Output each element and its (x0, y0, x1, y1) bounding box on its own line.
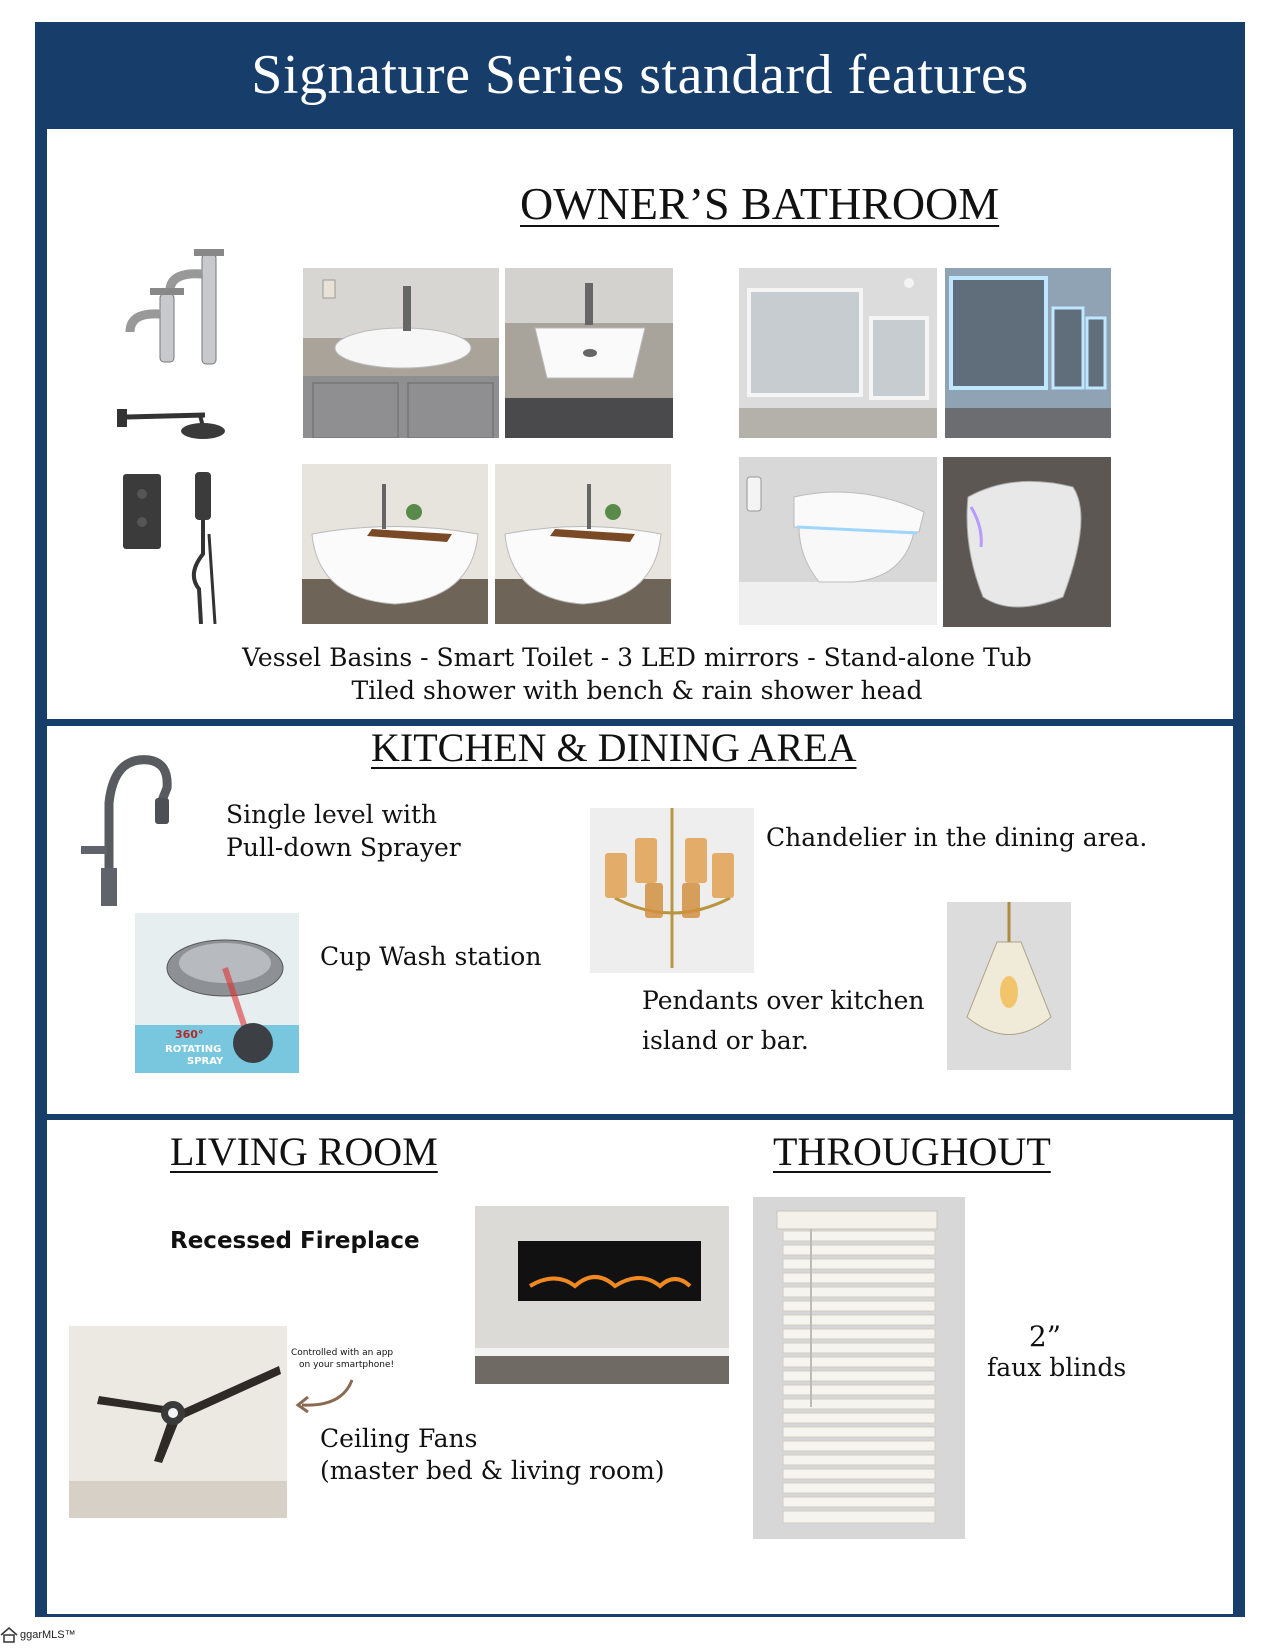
pendant-light-photo (947, 902, 1071, 1070)
ceiling-fan-photo (69, 1326, 287, 1518)
pendants-caption-line1: Pendants over kitchen (642, 986, 925, 1015)
mls-logo (0, 1620, 95, 1650)
led-mirror-photo-2 (945, 268, 1111, 438)
blinds-caption: faux blinds (987, 1353, 1127, 1382)
page-title: Signature Series standard features (251, 44, 1029, 106)
owners-bathroom-heading: OWNER’S BATHROOM (520, 178, 1000, 229)
cup-wash-badge-line1: 360° (175, 1028, 204, 1041)
vessel-basin-photo-1 (303, 268, 499, 438)
cup-wash-caption: Cup Wash station (320, 942, 542, 971)
blinds-size: 2” (1028, 1320, 1062, 1353)
rain-shower-head-photo (115, 397, 225, 449)
living-throughout-section (47, 1120, 1233, 1614)
mls-logo-text: ggarMLS™ (20, 1629, 76, 1641)
cup-wash-badge-line3: SPRAY (187, 1056, 224, 1067)
faucet-caption-line2: Pull-down Sprayer (226, 833, 461, 862)
fan-note-line2: on your smartphone! (299, 1360, 395, 1370)
ceiling-fan-caption-line2: (master bed & living room) (320, 1456, 665, 1485)
fan-note-line1: Controlled with an app (291, 1348, 394, 1358)
kitchen-dining-section (47, 726, 1233, 1114)
kitchen-dining-heading: KITCHEN & DINING AREA (371, 725, 857, 770)
chandelier-caption: Chandelier in the dining area. (766, 823, 1148, 852)
pendants-caption-line2: island or bar. (642, 1026, 809, 1055)
smart-toilet-photo-1 (739, 457, 937, 625)
smart-toilet-photo-2 (943, 457, 1111, 627)
living-room-heading: LIVING ROOM (170, 1129, 438, 1174)
page-header (35, 22, 1245, 128)
led-mirror-photo-1 (739, 268, 937, 438)
cup-wash-station-photo (135, 913, 299, 1073)
shower-controls-photo (117, 464, 227, 624)
page-frame (35, 22, 1245, 1617)
owners-bathroom-caption-line1: Vessel Basins - Smart Toilet - 3 LED mirrors - Stand-alone Tub (242, 643, 1032, 672)
house-icon (0, 1627, 18, 1643)
owners-bathroom-caption-line2: Tiled shower with bench & rain shower head (351, 676, 923, 705)
stand-alone-tub-photo-2 (495, 464, 671, 624)
recessed-fireplace-photo (475, 1206, 729, 1384)
fireplace-caption: Recessed Fireplace (170, 1228, 420, 1254)
faucet-caption-line1: Single level with (226, 800, 438, 829)
faucet-photo (112, 244, 242, 369)
stand-alone-tub-photo-1 (302, 464, 488, 624)
owners-bathroom-section (47, 129, 1233, 719)
vessel-basin-photo-2 (505, 268, 673, 438)
fan-note-arrow-icon (292, 1375, 357, 1415)
chandelier-photo (590, 808, 754, 973)
ceiling-fan-caption-line1: Ceiling Fans (320, 1424, 478, 1453)
throughout-heading: THROUGHOUT (773, 1129, 1051, 1174)
cup-wash-badge-line2: ROTATING (165, 1044, 222, 1055)
faux-blinds-photo (753, 1197, 965, 1539)
pull-down-faucet-photo (69, 748, 179, 908)
